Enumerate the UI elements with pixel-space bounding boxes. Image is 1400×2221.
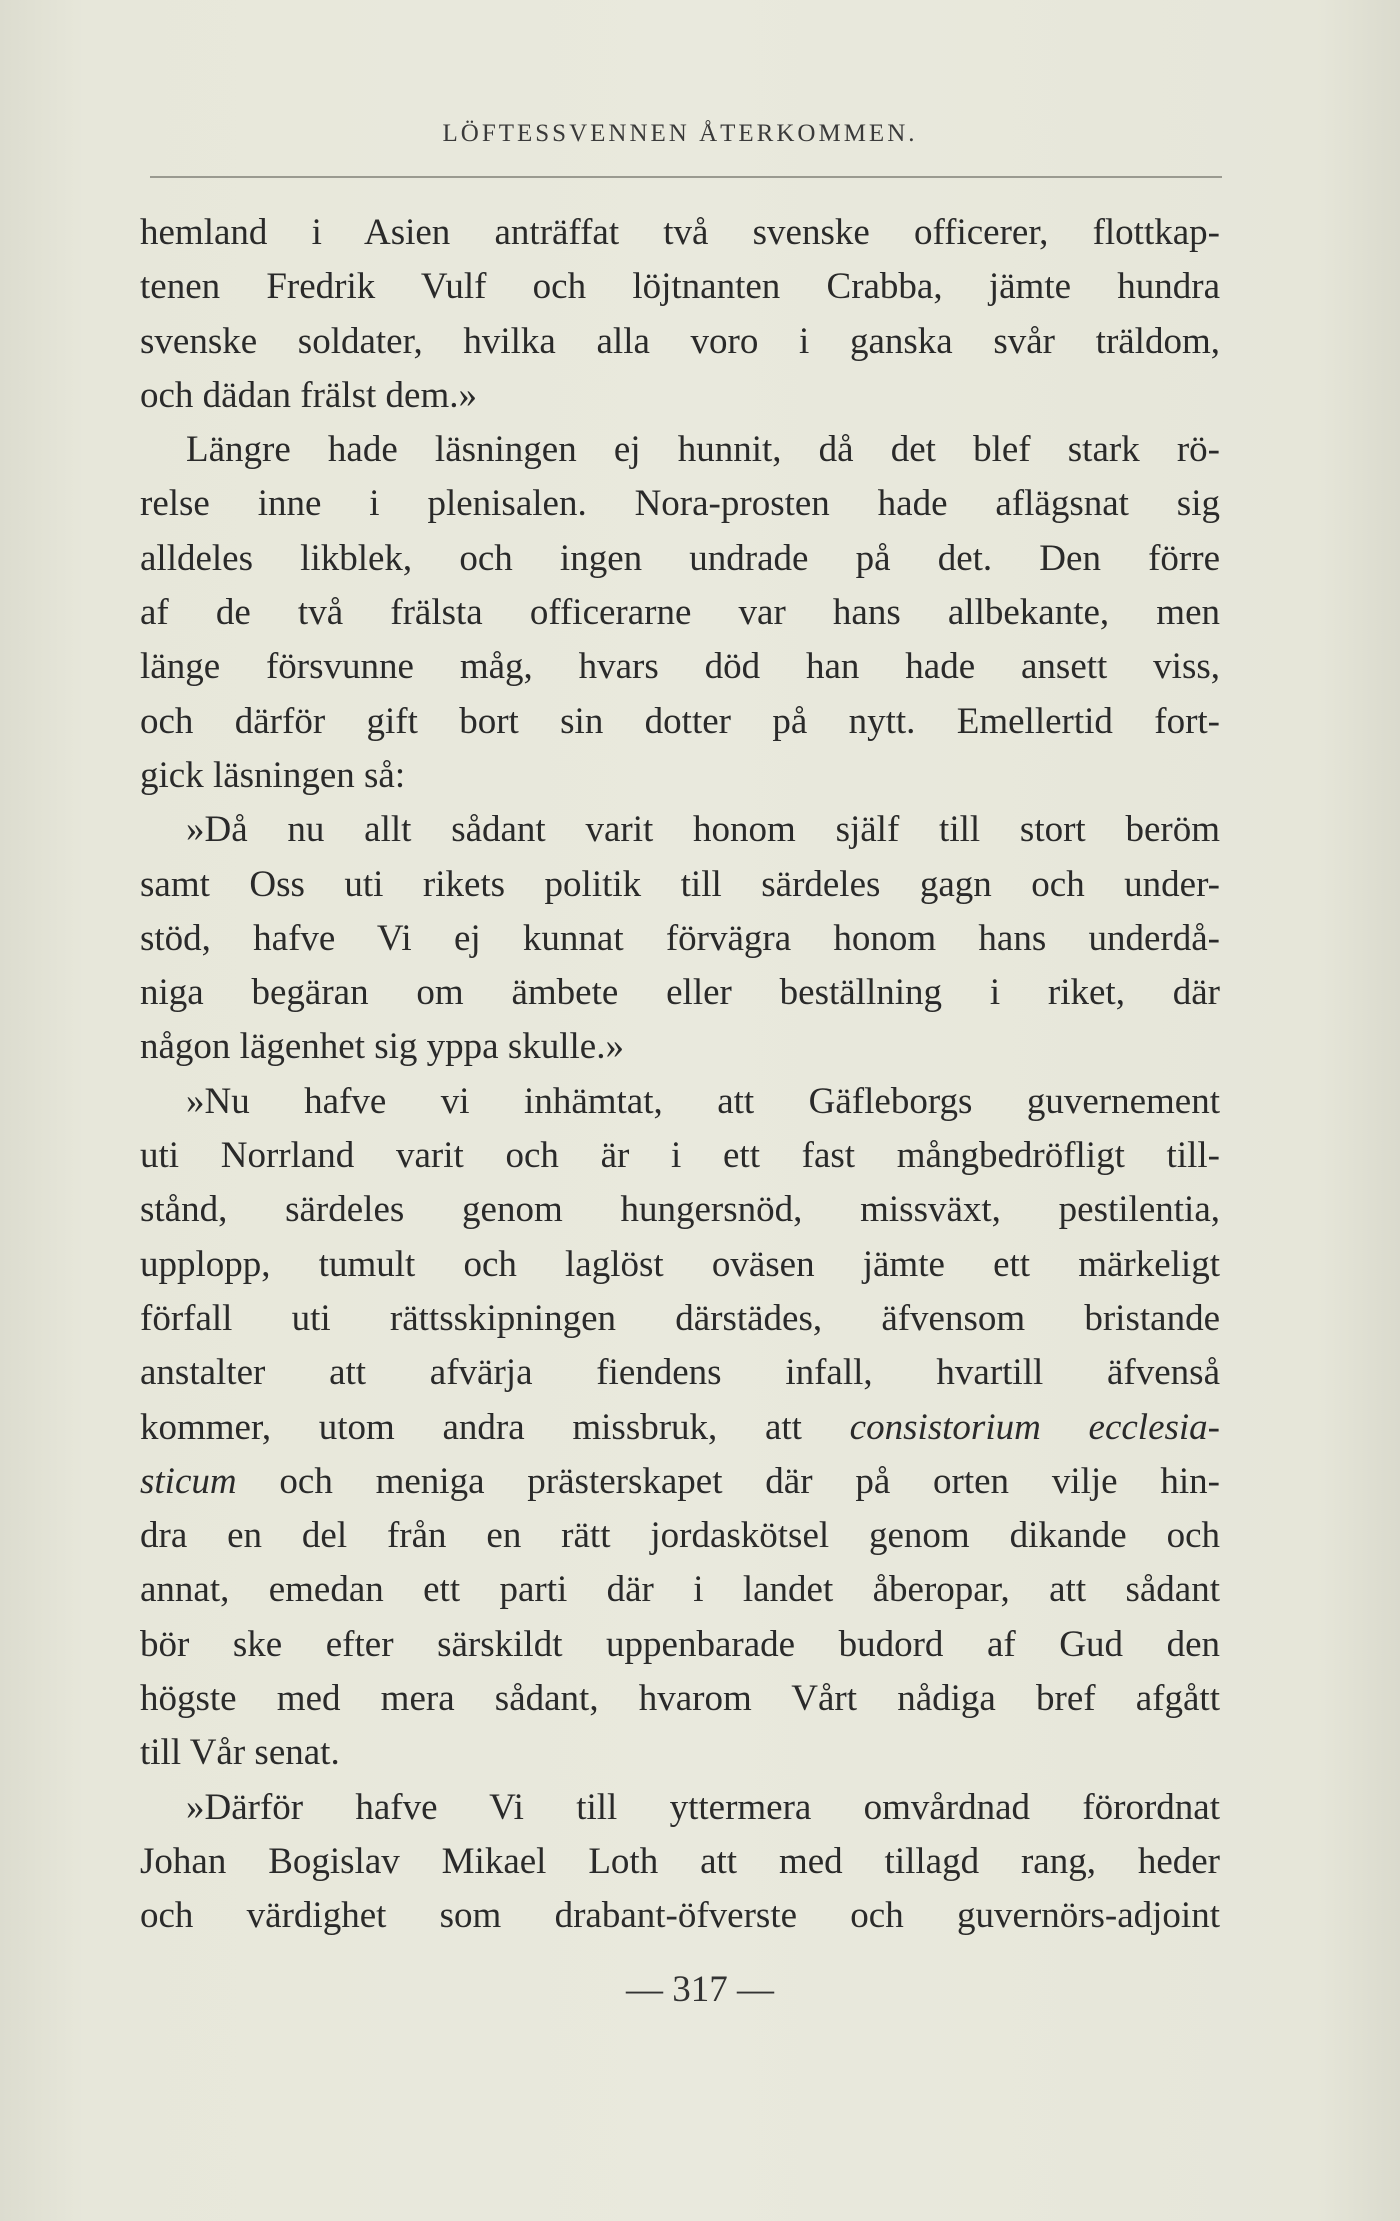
text-line: och därför gift bort sin dotter på nytt. Emellertid fort- (140, 700, 1220, 742)
text-line: gick läsningen så: (140, 754, 406, 796)
text-line: niga begäran om ämbete eller beställning i riket, där (140, 972, 1220, 1014)
text-line: hemland i Asien anträffat två svenske officerer, flottkap- (140, 212, 1220, 253)
text-line: »Nu hafve vi inhämtat, att Gäfleborgs guvernement (186, 1080, 1220, 1122)
plain-fragment: och meniga prästerskapet där på orten vilje hin- (236, 1460, 1220, 1502)
text-line: någon lägenhet sig yppa skulle.» (140, 1026, 624, 1068)
plain-fragment: kommer, utom andra missbruk, att (140, 1406, 850, 1448)
text-line: dra en del från en rätt jordaskötsel genom dikande och (140, 1515, 1220, 1557)
text-line: upplopp, tumult och laglöst oväsen jämte ett märkeligt (140, 1243, 1220, 1285)
text-line: bör ske efter särskildt uppenbarade budord af Gud den (140, 1623, 1220, 1665)
text-line: »Då nu allt sådant varit honom själf till stort beröm (186, 809, 1220, 851)
latin-italic-fragment: consistorium ecclesia- (849, 1406, 1220, 1448)
text-line-mixed (140, 1455, 1220, 1509)
text-line: förfall uti rättsskipningen därstädes, äfvensom bristande (140, 1297, 1220, 1339)
text-line: stånd, särdeles genom hungersnöd, missväxt, pestilentia, (140, 1189, 1220, 1231)
latin-italic-fragment: sticum (140, 1460, 237, 1502)
text-line: Johan Bogislav Mikael Loth att med tillagd rang, heder (140, 1840, 1220, 1882)
text-line-mixed (140, 1401, 1220, 1455)
header-rule (150, 176, 1222, 178)
text-line: »Därför hafve Vi till yttermera omvårdnad förordnat (186, 1786, 1220, 1828)
running-title: LÖFTESSVENNEN ÅTERKOMMEN. (442, 120, 918, 147)
text-line: länge försvunne måg, hvars död han hade ansett viss, (140, 646, 1220, 688)
text-line: och värdighet som drabant-öfverste och guvernörs-adjoint (140, 1895, 1220, 1937)
text-line: af de två frälsta officerarne var hans allbekante, men (140, 592, 1220, 634)
text-line: och dädan frälst dem.» (140, 374, 477, 416)
text-line: svenske soldater, hvilka alla voro i ganska svår träldom, (140, 320, 1220, 362)
text-line: relse inne i plenisalen. Nora-prosten hade aflägsnat sig (140, 483, 1220, 525)
body-text (140, 206, 1220, 1944)
text-line: annat, emedan ett parti där i landet åberopar, att sådant (140, 1569, 1220, 1611)
text-line: stöd, hafve Vi ej kunnat förvägra honom hans underdå- (140, 917, 1220, 959)
text-line: samt Oss uti rikets politik till särdeles gagn och under- (140, 863, 1220, 905)
text-line: till Vår senat. (140, 1732, 340, 1774)
text-line: tenen Fredrik Vulf och löjtnanten Crabba, jämte hundra (140, 266, 1220, 308)
text-line: högste med mera sådant, hvarom Vårt nådiga bref afgått (140, 1678, 1220, 1720)
text-line: alldeles likblek, och ingen undrade på det. Den förre (140, 537, 1220, 579)
text-line: Längre hade läsningen ej hunnit, då det blef stark rö- (186, 429, 1220, 471)
page-number: — 317 — (626, 1969, 774, 2010)
text-line: anstalter att afvärja fiendens infall, hvartill äfvenså (140, 1352, 1220, 1394)
text-line: uti Norrland varit och är i ett fast mångbedröfligt till- (140, 1135, 1220, 1177)
